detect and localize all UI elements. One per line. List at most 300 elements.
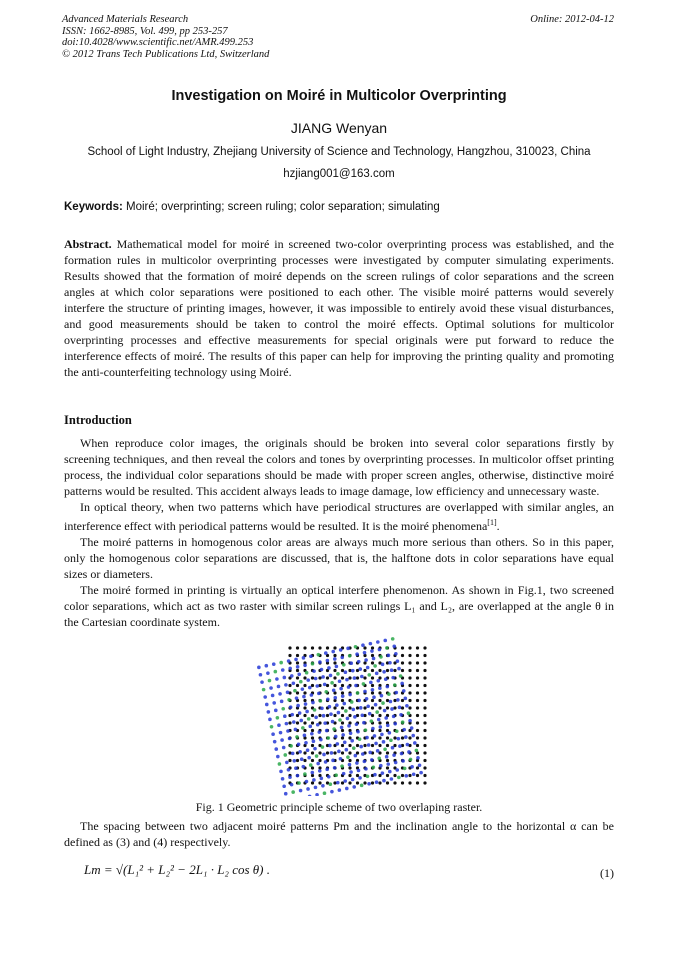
raster-dot-black [423, 759, 426, 762]
raster-dot-blue [326, 697, 330, 701]
raster-dot-black [363, 654, 366, 657]
raster-dot-blue [351, 778, 355, 782]
raster-dot-black [393, 706, 396, 709]
raster-dot-black [318, 766, 321, 769]
raster-dot-black [371, 781, 374, 784]
raster-dot-black [393, 774, 396, 777]
raster-dot-blue [377, 718, 381, 722]
raster-dot-blue [392, 645, 396, 649]
raster-dot-blue [303, 772, 307, 776]
body-after-figure [64, 818, 614, 850]
raster-dot-blue [323, 791, 327, 795]
raster-dot-black [401, 781, 404, 784]
raster-dot-blue [317, 730, 321, 734]
equation-1: Lm = √(L₁² + L₂² − 2L₁ · L₂ cos θ) . [84, 862, 270, 877]
raster-dot-black [303, 699, 306, 702]
raster-dot-blue [329, 712, 333, 716]
raster-dot-blue [279, 661, 283, 665]
raster-dot-black [296, 661, 299, 664]
raster-dot-blue [372, 765, 376, 769]
raster-dot-black [296, 676, 299, 679]
raster-dot-black [423, 744, 426, 747]
raster-dot-blue [314, 677, 318, 681]
raster-dot-black [371, 661, 374, 664]
raster-dot-blue [321, 675, 325, 679]
paper-title: Investigation on Moiré in Multicolor Overprinting [171, 88, 507, 104]
raster-dot-black [348, 781, 351, 784]
raster-dot-black [423, 654, 426, 657]
raster-dot-black [416, 669, 419, 672]
raster-dot-blue [333, 766, 337, 770]
raster-dot-blue [320, 668, 324, 672]
issn: ISSN: 1662-8985, Vol. 499, pp 253-257 [62, 25, 228, 37]
raster-dot-blue [340, 656, 344, 660]
raster-dot-blue [401, 759, 405, 763]
raster-dot-blue [400, 752, 404, 756]
raster-dot-blue [338, 718, 342, 722]
raster-dot-black [318, 781, 321, 784]
raster-dot-blue [290, 674, 294, 678]
raster-dot-blue [392, 715, 396, 719]
raster-dot-black [326, 646, 329, 649]
raster-dot-black [303, 706, 306, 709]
figure-caption: Fig. 1 Geometric principle scheme of two overlaping raster. [195, 800, 483, 814]
raster-dot-blue [288, 775, 292, 779]
raster-dot-black [408, 774, 411, 777]
raster-dot-blue [373, 773, 377, 777]
raster-dot-blue [312, 739, 316, 743]
raster-dot-black [363, 661, 366, 664]
raster-dot-blue [363, 651, 367, 655]
raster-dot-blue [274, 670, 278, 674]
raster-dot-blue [367, 782, 371, 786]
raster-dot-blue [272, 701, 276, 705]
raster-dot-blue [374, 742, 378, 746]
raster-dot-blue [399, 713, 403, 717]
raster-dot-blue [355, 761, 359, 765]
raster-dot-blue [345, 678, 349, 682]
raster-dot-blue [285, 761, 289, 765]
raster-dot-black [363, 781, 366, 784]
raster-dot-blue [301, 765, 305, 769]
raster-dot-blue [275, 677, 279, 681]
raster-dot-blue [419, 771, 423, 775]
raster-dot-blue [297, 743, 301, 747]
raster-dot-blue [388, 731, 392, 735]
raster-dot-blue [387, 654, 391, 658]
raster-dot-blue [396, 659, 400, 663]
citation-ref: [1] [487, 518, 497, 527]
raster-dot-blue [415, 749, 419, 753]
journal-meta [62, 14, 269, 60]
raster-dot-black [318, 751, 321, 754]
raster-dot-blue [393, 722, 397, 726]
raster-dot-blue [288, 737, 292, 741]
raster-dot-blue [351, 669, 355, 673]
raster-dot-black [303, 759, 306, 762]
raster-dot-black [348, 676, 351, 679]
raster-dot-blue [397, 737, 401, 741]
raster-dot-black [341, 676, 344, 679]
raster-dot-blue [311, 701, 315, 705]
raster-dot-blue [367, 743, 371, 747]
raster-dot-blue [336, 672, 340, 676]
raster-dot-blue [316, 723, 320, 727]
raster-dot-blue [289, 705, 293, 709]
raster-dot-blue [342, 663, 346, 667]
raster-dot-black [408, 661, 411, 664]
raster-dot-blue [382, 779, 386, 783]
raster-dot-blue [375, 780, 379, 784]
raster-dot-black [363, 669, 366, 672]
raster-dot-blue [343, 741, 347, 745]
raster-dot-black [333, 714, 336, 717]
raster-dot-blue [307, 756, 311, 760]
raster-dot-blue [407, 711, 411, 715]
raster-dot-black [341, 729, 344, 732]
raster-dot-blue [306, 787, 310, 791]
raster-dot-blue [338, 679, 342, 683]
raster-dot-blue [344, 709, 348, 713]
raster-dot-black [333, 669, 336, 672]
raster-dot-blue [321, 784, 325, 788]
raster-dot-black [311, 766, 314, 769]
raster-dot-blue [292, 681, 296, 685]
raster-dot-black [408, 684, 411, 687]
raster-dot-black [423, 684, 426, 687]
raster-dot-black [371, 699, 374, 702]
raster-dot-black [378, 669, 381, 672]
raster-dot-blue [383, 639, 387, 643]
raster-dot-black [333, 684, 336, 687]
raster-dot-blue [387, 692, 391, 696]
raster-dot-black [371, 654, 374, 657]
intro-paragraph-2 [64, 499, 614, 534]
raster-dot-blue [336, 742, 340, 746]
raster-dot-blue [334, 735, 338, 739]
raster-dot-blue [279, 770, 283, 774]
raster-dot-blue [286, 729, 290, 733]
raster-dot-blue [396, 698, 400, 702]
raster-dot-blue [306, 748, 310, 752]
raster-dot-blue [376, 679, 380, 683]
raster-dot-blue [372, 657, 376, 661]
raster-dot-black [416, 781, 419, 784]
raster-dot-blue [265, 703, 269, 707]
raster-dot-black [348, 774, 351, 777]
raster-dot-blue [398, 706, 402, 710]
raster-dot-blue [302, 695, 306, 699]
raster-dot-blue [399, 674, 403, 678]
raster-dot-blue [370, 719, 374, 723]
raster-dot-blue [290, 783, 294, 787]
raster-dot-blue [378, 686, 382, 690]
raster-dot-blue [349, 661, 353, 665]
raster-dot-blue [294, 728, 298, 732]
raster-dot-blue [379, 655, 383, 659]
raster-dot-blue [339, 648, 343, 652]
raster-dot-black [386, 736, 389, 739]
raster-dot-blue [357, 660, 361, 664]
raster-dot-black [378, 744, 381, 747]
raster-dot-black [378, 706, 381, 709]
raster-dot-black [393, 781, 396, 784]
raster-dot-blue [280, 738, 284, 742]
raster-dot-black [318, 759, 321, 762]
raster-dot-blue [305, 671, 309, 675]
raster-dot-blue [330, 790, 334, 794]
raster-dot-black [416, 721, 419, 724]
raster-dot-blue [331, 650, 335, 654]
raster-dot-blue [410, 726, 414, 730]
raster-dot-blue [284, 683, 288, 687]
raster-dot-black [386, 774, 389, 777]
raster-dot-black [416, 706, 419, 709]
raster-dot-black [333, 661, 336, 664]
raster-dot-blue [341, 733, 345, 737]
raster-dot-blue [376, 749, 380, 753]
raster-dot-black [341, 751, 344, 754]
raster-dot-blue [395, 729, 399, 733]
raster-dot-black [356, 744, 359, 747]
raster-dot-black [393, 699, 396, 702]
abstract-label: Abstract. [64, 237, 112, 251]
raster-dot-blue [277, 723, 281, 727]
raster-dot-blue [394, 761, 398, 765]
raster-dot-blue [303, 663, 307, 667]
raster-dot-blue [402, 689, 406, 693]
raster-dot-black [311, 676, 314, 679]
raster-dot-blue [352, 785, 356, 789]
raster-dot-black [416, 676, 419, 679]
raster-dot-blue [331, 759, 335, 763]
raster-dot-black [386, 706, 389, 709]
raster-dot-black [401, 646, 404, 649]
raster-dot-black [341, 736, 344, 739]
raster-dot-blue [388, 661, 392, 665]
raster-dot-blue [273, 740, 277, 744]
raster-dot-black [423, 661, 426, 664]
raster-dot-blue [358, 737, 362, 741]
raster-dot-blue [297, 781, 301, 785]
raster-dot-blue [267, 710, 271, 714]
raster-dot-blue [379, 764, 383, 768]
raster-dot-blue [285, 722, 289, 726]
raster-dot-blue [281, 777, 285, 781]
raster-dot-blue [314, 716, 318, 720]
intro-paragraph-4: The moiré formed in printing is virtually an optical interfere phenomenon. As shown in Fig.1, two screened color separations, which act as two raster with similar screen rulings L₁ and L₂, are overlapped at the angle θ in the Cartesian coordinate system. [64, 583, 614, 629]
raster-dot-black [311, 714, 314, 717]
raster-dot-blue [410, 765, 414, 769]
figure-raster-overlap [250, 636, 440, 796]
raster-dot-blue [306, 678, 310, 682]
raster-dot-blue [334, 773, 338, 777]
raster-dot-blue [382, 670, 386, 674]
raster-dot-black [311, 736, 314, 739]
raster-dot-blue [337, 750, 341, 754]
raster-dot-blue [358, 667, 362, 671]
raster-dot-blue [280, 700, 284, 704]
raster-dot-blue [342, 702, 346, 706]
raster-dot-blue [298, 711, 302, 715]
raster-dot-blue [271, 694, 275, 698]
raster-dot-black [311, 684, 314, 687]
raster-dot-black [378, 729, 381, 732]
raster-dot-blue [309, 654, 313, 658]
raster-dot-blue [355, 722, 359, 726]
raster-dot-blue [344, 670, 348, 674]
raster-dot-black [333, 751, 336, 754]
raster-dot-blue [324, 690, 328, 694]
raster-dot-black [416, 729, 419, 732]
raster-dot-blue [345, 748, 349, 752]
raster-dot-blue [325, 729, 329, 733]
raster-dot-blue [361, 643, 365, 647]
raster-dot-blue [282, 746, 286, 750]
raster-dot-blue [286, 691, 290, 695]
raster-dot-blue [349, 770, 353, 774]
raster-dot-blue [361, 713, 365, 717]
raster-dot-black [356, 774, 359, 777]
raster-dot-blue [304, 702, 308, 706]
raster-dot-blue [324, 760, 328, 764]
raster-dot-black [408, 676, 411, 679]
raster-dot-blue [290, 713, 294, 717]
raster-dot-black [348, 714, 351, 717]
raster-dot-black [408, 706, 411, 709]
raster-dot-blue [329, 674, 333, 678]
raster-dot-blue [302, 656, 306, 660]
raster-dot-black [371, 744, 374, 747]
raster-dot-blue [408, 719, 412, 723]
raster-dot-black [408, 736, 411, 739]
raster-dot-blue [369, 681, 373, 685]
raster-dot-blue [352, 746, 356, 750]
raster-dot-blue [379, 725, 383, 729]
raster-dot-blue [332, 727, 336, 731]
raster-dot-blue [382, 740, 386, 744]
raster-dot-blue [403, 767, 407, 771]
raster-dot-blue [305, 710, 309, 714]
raster-dot-black [423, 669, 426, 672]
raster-dot-blue [259, 673, 263, 677]
raster-dot-black [401, 669, 404, 672]
raster-dot-blue [404, 697, 408, 701]
affiliation: School of Light Industry, Zhejiang University of Science and Technology, Hangzhou, 310023, China [87, 146, 591, 158]
raster-dot-blue [282, 784, 286, 788]
raster-dot-blue [336, 781, 340, 785]
raster-dot-blue [389, 700, 393, 704]
raster-dot-blue [291, 752, 295, 756]
raster-dot-blue [319, 738, 323, 742]
raster-dot-blue [307, 717, 311, 721]
raster-dot-blue [276, 755, 280, 759]
raster-dot-blue [397, 667, 401, 671]
raster-dot-black [318, 714, 321, 717]
raster-dot-blue [317, 692, 321, 696]
raster-dot-blue [368, 751, 372, 755]
raster-dot-black [333, 654, 336, 657]
raster-dot-blue [340, 726, 344, 730]
raster-dot-blue [366, 775, 370, 779]
raster-dot-blue [312, 669, 316, 673]
raster-dot-blue [310, 732, 314, 736]
raster-dot-blue [279, 731, 283, 735]
raster-dot-black [296, 759, 299, 762]
raster-dot-blue [271, 732, 275, 736]
raster-dot-blue [295, 696, 299, 700]
raster-dot-blue [385, 685, 389, 689]
raster-dot-black [303, 729, 306, 732]
intro-p2-end: . [496, 519, 500, 533]
raster-dot-blue [405, 704, 409, 708]
raster-dot-blue [293, 689, 297, 693]
raster-dot-black [333, 646, 336, 649]
raster-dot-blue [375, 710, 379, 714]
raster-dot-black [311, 781, 314, 784]
raster-dot-blue [342, 772, 346, 776]
raster-dot-blue [411, 734, 415, 738]
intro-paragraph-3: The moiré patterns in homogenous color areas are always much more serious than others. So in this paper, only the homogenous color separations are discussed, that is, the halftone dots in color separations have equal sizes or diameters. [64, 535, 614, 581]
raster-dot-black [303, 684, 306, 687]
raster-dot-black [423, 781, 426, 784]
raster-dot-blue [406, 743, 410, 747]
raster-dot-blue [350, 739, 354, 743]
raster-dot-blue [339, 687, 343, 691]
raster-dot-black [296, 669, 299, 672]
raster-dot-blue [289, 744, 293, 748]
raster-dot-blue [404, 735, 408, 739]
raster-dot-blue [361, 752, 365, 756]
raster-dot-blue [301, 687, 305, 691]
raster-dot-black [386, 744, 389, 747]
raster-dot-blue [331, 720, 335, 724]
copyright: © 2012 Trans Tech Publications Ltd, Switzerland [62, 48, 270, 60]
raster-dot-blue [321, 745, 325, 749]
raster-dot-blue [335, 703, 339, 707]
raster-dot-blue [351, 708, 355, 712]
raster-dot-blue [355, 652, 359, 656]
raster-dot-blue [297, 672, 301, 676]
raster-dot-black [408, 781, 411, 784]
raster-dot-blue [393, 683, 397, 687]
raster-dot-blue [345, 787, 349, 791]
raster-dot-black [408, 691, 411, 694]
raster-dot-blue [367, 673, 371, 677]
raster-dot-blue [386, 724, 390, 728]
raster-dot-blue [299, 789, 303, 793]
raster-dot-black [341, 699, 344, 702]
raster-dot-blue [269, 686, 273, 690]
raster-dot-black [341, 684, 344, 687]
raster-dot-blue [281, 707, 285, 711]
raster-dot-blue [418, 763, 422, 767]
raster-dot-blue [385, 646, 389, 650]
raster-dot-blue [326, 736, 330, 740]
raster-dot-blue [329, 782, 333, 786]
raster-dot-black [296, 691, 299, 694]
abstract [64, 236, 614, 380]
raster-dot-blue [283, 676, 287, 680]
raster-dot-blue [373, 734, 377, 738]
raster-dot-blue [270, 725, 274, 729]
raster-dot-blue [362, 682, 366, 686]
raster-dot-black [386, 751, 389, 754]
raster-dot-blue [287, 698, 291, 702]
raster-dot-black [423, 729, 426, 732]
raster-dot-blue [384, 716, 388, 720]
raster-dot-black [311, 646, 314, 649]
